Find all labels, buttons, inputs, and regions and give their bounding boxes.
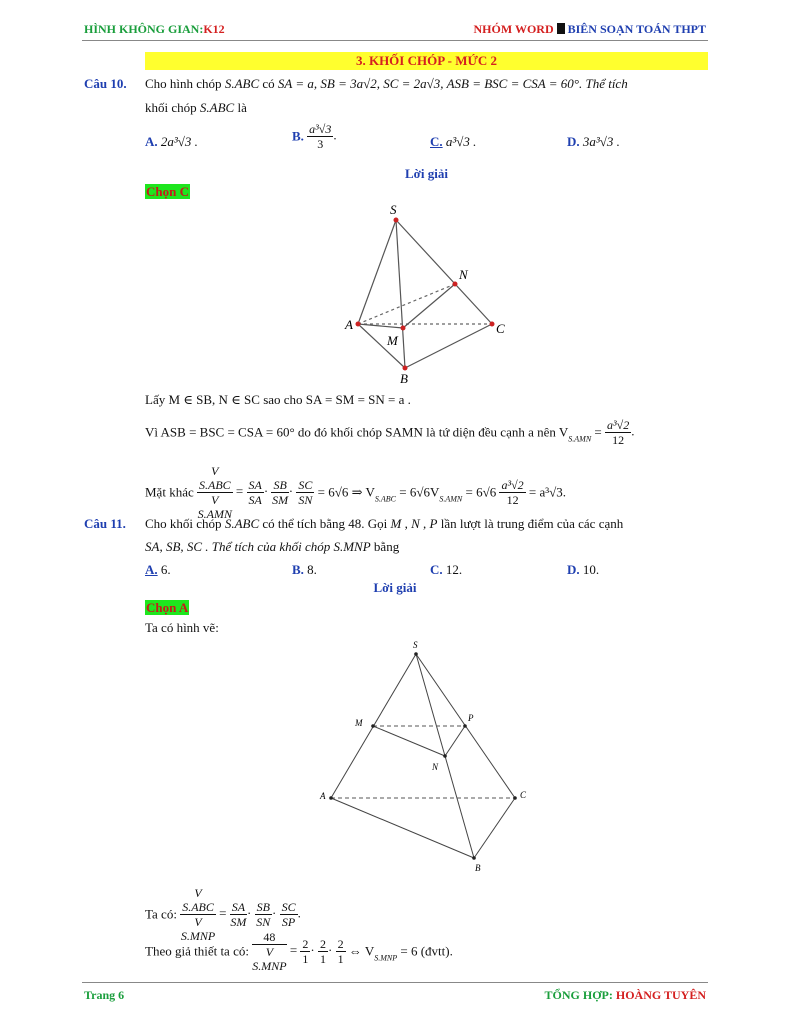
label-c: C	[496, 321, 505, 336]
q11-pyramid-figure	[315, 636, 545, 876]
q11-option-a[interactable]: A. 6.	[145, 562, 171, 577]
header-grade: K12	[203, 22, 225, 36]
edge-sc	[396, 220, 492, 324]
label-p: P	[468, 713, 474, 723]
q11-option-b[interactable]: B. 8.	[292, 562, 317, 577]
point-s	[394, 218, 399, 223]
point-s	[414, 652, 418, 656]
label-n: N	[459, 267, 468, 282]
q10-text: Cho hình chóp S.ABC có SA = a, SB = 3a√2, SC = 2a√3, ASB = BSC = CSA = 60°. Thể tích	[145, 76, 628, 91]
point-m	[401, 326, 406, 331]
edge-np	[445, 726, 465, 756]
edge-bc	[474, 798, 515, 858]
q11-sol-line2: Theo giả thiết ta có: 48 V S.MNP = $\frac{2}{1}$ · $\frac{2}{1}$ · $\frac{2}{1}$ ⇔ $V_{S.MNP} = 6$ (đvtt).	[145, 930, 453, 973]
footer-page: Trang 6	[84, 988, 125, 1002]
point-n	[443, 754, 447, 758]
label-a: A	[345, 317, 353, 332]
label-m: M	[355, 718, 363, 728]
point-m	[371, 724, 375, 728]
q11-text-line2: SA, SB, SC . Thể tích của khối chóp S.MNP bằng	[145, 539, 400, 554]
point-a	[356, 322, 361, 327]
point-c	[490, 322, 495, 327]
point-p	[463, 724, 467, 728]
q11-option-d[interactable]: D. 10.	[567, 562, 600, 577]
q10-sol-line2: Vì ASB = BSC = CSA = 60° do đó khối chóp SAMN là tứ diện đều cạnh a nên $V_{S.AMN}$ = $\frac{\text{a³√2}}{12}$ .	[145, 418, 635, 447]
header-subtitle: BIÊN SOẠN TOÁN THPT	[567, 22, 706, 36]
footer-author: HOÀNG TUYÊN	[615, 988, 706, 1002]
label-b: B	[475, 863, 481, 873]
edge-mn	[373, 726, 445, 756]
q10-chosen: Chọn C	[146, 184, 189, 199]
footer-rule	[82, 982, 708, 983]
header-group: NHÓM WORD	[473, 22, 554, 36]
label-m: M	[387, 333, 398, 348]
header-left	[84, 22, 225, 37]
q10-option-d[interactable]: D. 3a³√3 .	[567, 134, 620, 149]
edge-sa	[358, 220, 396, 324]
footer-label: TỔNG HỢP:	[544, 988, 613, 1002]
q11-sol-line1: Ta có: V S.ABC V S.MNP = $\frac{SA}{SM}$ · $\frac{SB}{SN}$ · $\frac{SC}{SP}$ .	[145, 886, 301, 943]
q11-text: Cho khối chóp S.ABC có thể tích bằng 48. Gọi M , N , P lần lượt là trung điểm của các cạnh	[145, 516, 624, 531]
q10-pyramid-figure	[330, 200, 530, 390]
header-rule	[82, 40, 708, 41]
label-n: N	[432, 762, 439, 772]
q10-option-a[interactable]: A. 2a³√3 .	[145, 134, 198, 149]
q11-number: Câu 11.	[84, 516, 126, 531]
edge-an	[358, 284, 455, 324]
header-subject: HÌNH KHÔNG GIAN:	[84, 22, 204, 36]
q10-number: Câu 10.	[84, 76, 127, 91]
edge-am	[358, 324, 403, 328]
q11-chosen: Chọn A	[146, 600, 189, 615]
q11-solution-title: Lời giải	[373, 580, 417, 595]
edge-ab	[331, 798, 474, 858]
label-a: A	[320, 791, 326, 801]
label-b: B	[400, 371, 408, 386]
section-title: 3. KHỐI CHÓP - MỨC 2	[145, 52, 708, 70]
header-right	[474, 22, 706, 37]
edge-ab	[358, 324, 405, 368]
label-c: C	[520, 790, 527, 800]
point-c	[513, 796, 517, 800]
label-s: S	[413, 640, 418, 650]
q10-sol-line1: Lấy M ∈ SB, N ∈ SC sao cho SA = SM = SN = a .	[145, 392, 411, 407]
point-a	[329, 796, 333, 800]
q10-option-c[interactable]: C. a³√3 .	[430, 134, 477, 149]
q10-text-line2: khối chóp S.ABC là	[145, 100, 247, 115]
header-square-icon	[557, 23, 565, 34]
q10-sol-line3: Mặt khác V S.ABC V S.AMN = $\frac{SA}{SA}$ · $\frac{SB}{SM}$ · $\frac{SC}{SN}$ = 6√6 ⇒ $V_{S.ABC} = 6√6V_{S.AMN} = 6√6$ $\frac{\text{a³√2}}{12}$ = a³√3.	[145, 464, 567, 521]
q10-solution-title: Lời giải	[405, 166, 448, 181]
point-n	[453, 282, 458, 287]
q10-option-b[interactable]: B. $\frac{\text{a³√3}}{3}$ .	[292, 122, 337, 151]
point-b	[403, 366, 408, 371]
q11-option-c[interactable]: C. 12.	[430, 562, 463, 577]
edge-bc	[405, 324, 492, 368]
q11-figure-intro: Ta có hình vẽ:	[145, 620, 219, 635]
point-b	[472, 856, 476, 860]
footer-right	[545, 988, 706, 1003]
label-s: S	[390, 202, 397, 217]
edge-mn	[403, 284, 455, 328]
